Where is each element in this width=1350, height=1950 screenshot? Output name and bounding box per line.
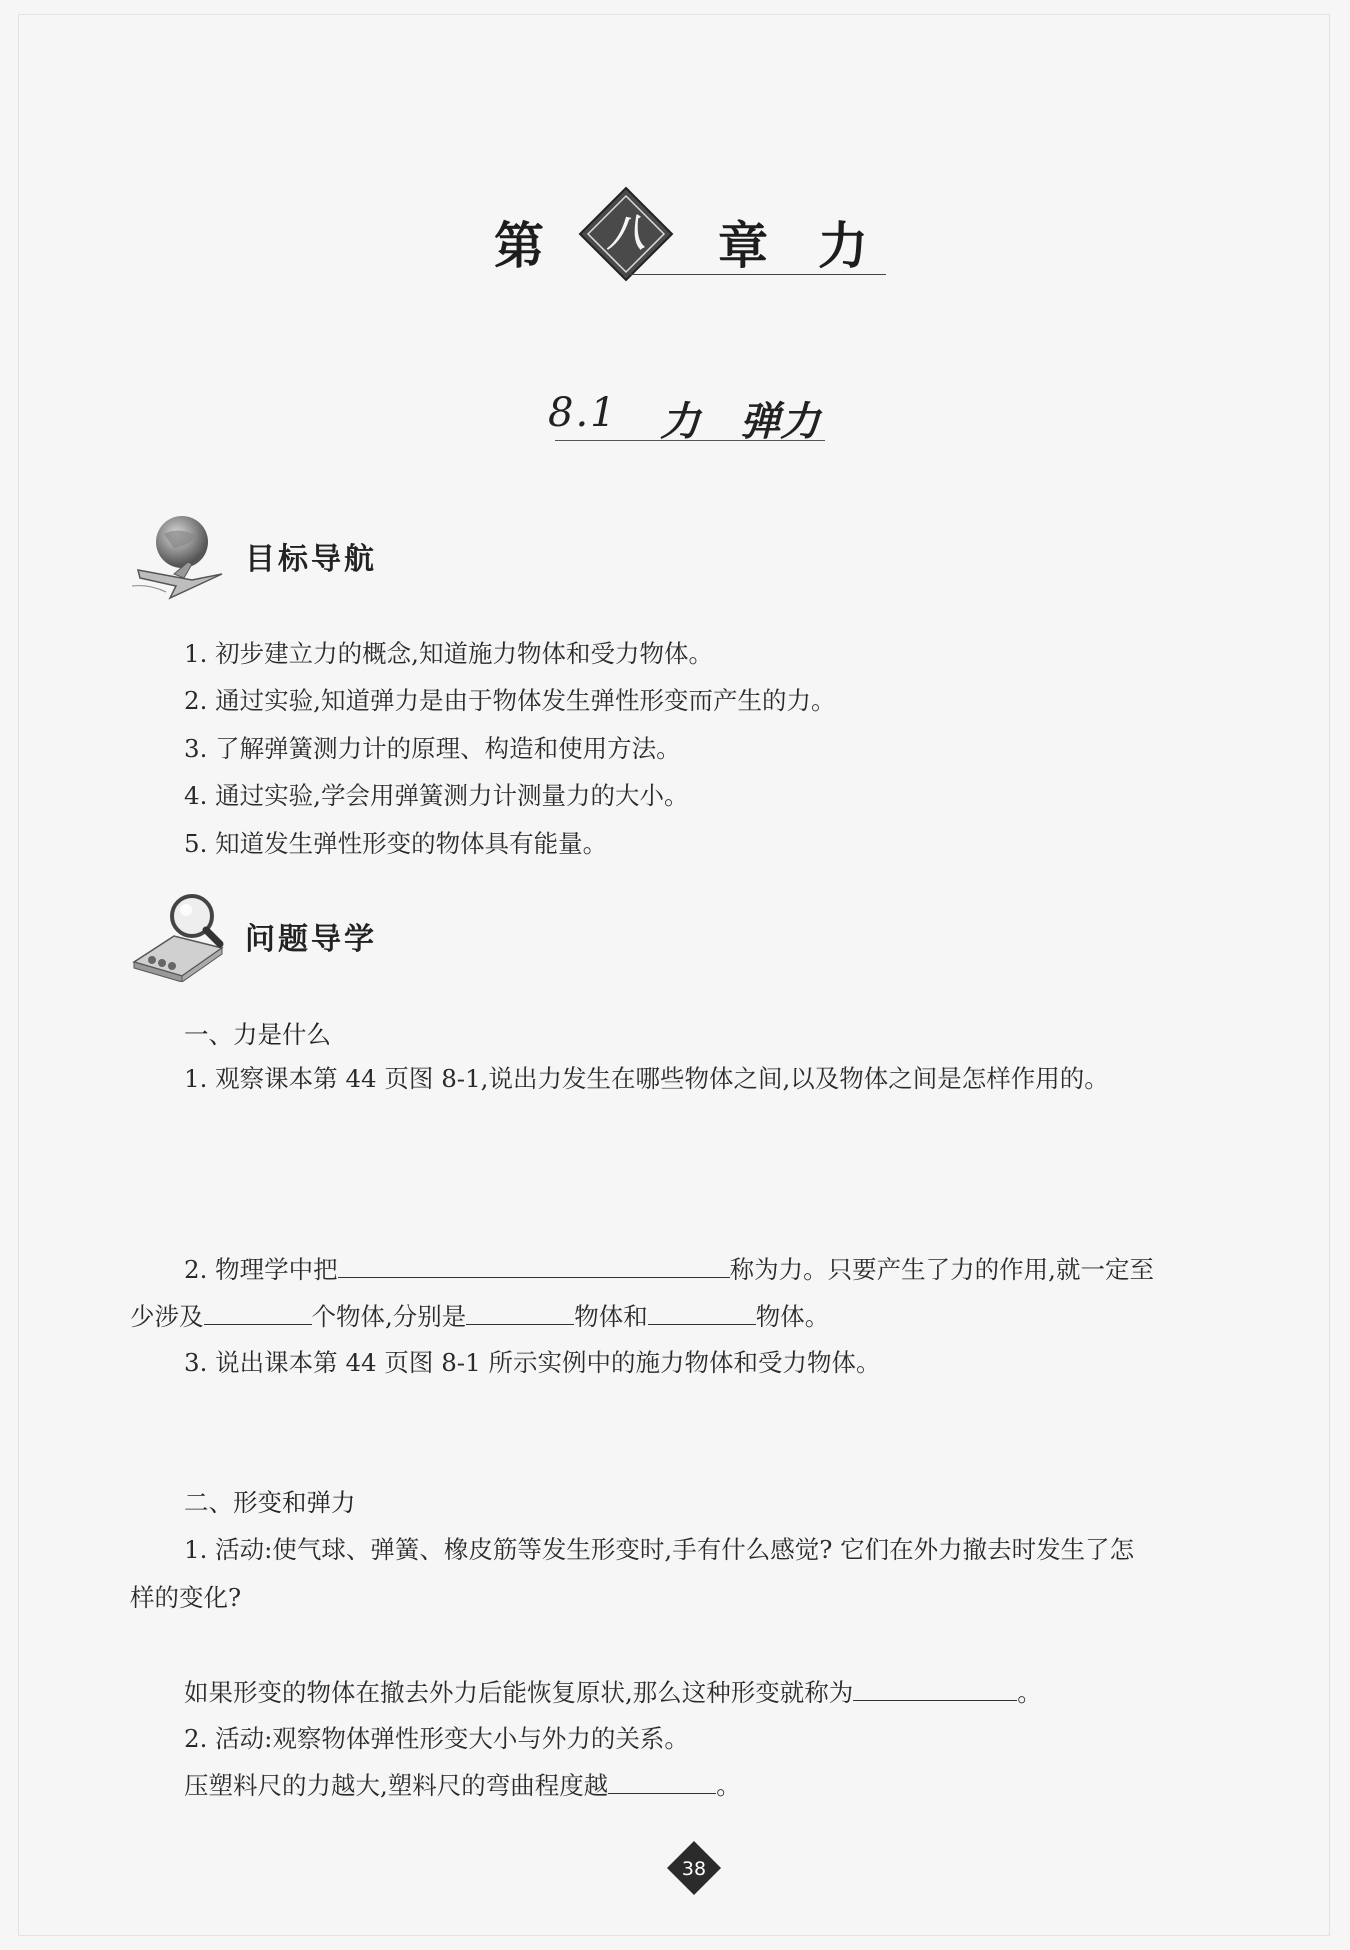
guide-heading: 问题导学 <box>245 922 377 957</box>
part1-q3: 3. 说出课本第 44 页图 8-1 所示实例中的施力物体和受力物体。 <box>184 1348 881 1377</box>
part2-q2-statement <box>184 1767 741 1804</box>
q2-statement-b: 。 <box>716 1771 741 1800</box>
page-number-badge <box>666 1840 722 1896</box>
q2-text-f: 物体。 <box>755 1302 830 1331</box>
part2-elastic-line <box>184 1674 1042 1711</box>
part1-q2-line2 <box>130 1298 829 1335</box>
chapter-header <box>0 178 1350 288</box>
goal-item-2: 2. 通过实验,知道弹力是由于物体发生弹性形变而产生的力。 <box>184 686 836 715</box>
blank-force-definition[interactable] <box>338 1251 730 1278</box>
magnifier-book-icon <box>130 892 230 982</box>
blank-object-count[interactable] <box>204 1298 312 1325</box>
goal-item-5: 5. 知道发生弹性形变的物体具有能量。 <box>184 829 608 858</box>
q2-text-d: 个物体,分别是 <box>311 1302 467 1331</box>
blank-applying-object[interactable] <box>466 1298 574 1325</box>
part1-q1: 1. 观察课本第 44 页图 8-1,说出力发生在哪些物体之间,以及物体之间是怎样作用的。 <box>184 1064 1109 1093</box>
guide-heading-block <box>130 892 530 982</box>
section-underline <box>555 440 825 441</box>
part2-q2: 2. 活动:观察物体弹性形变大小与外力的关系。 <box>184 1724 689 1753</box>
chapter-number-diamond <box>578 186 674 282</box>
blank-receiving-object[interactable] <box>648 1298 756 1325</box>
chapter-number: 八 <box>606 210 646 255</box>
goal-item-1: 1. 初步建立力的概念,知道施力物体和受力物体。 <box>184 639 713 668</box>
q2-text-e: 物体和 <box>574 1302 648 1331</box>
globe-airplane-icon <box>130 512 230 602</box>
blank-elastic-deformation[interactable] <box>853 1674 1017 1701</box>
part2-title: 二、形变和弹力 <box>184 1488 356 1517</box>
part1-title: 一、力是什么 <box>184 1020 331 1049</box>
page-number: 38 <box>681 1858 707 1880</box>
goals-heading-block <box>130 512 530 602</box>
section-number: 8.1 <box>548 390 618 436</box>
chapter-prefix: 第 <box>494 216 544 275</box>
q2-text-c: 少涉及 <box>130 1302 204 1331</box>
elastic-text-b: 。 <box>1017 1678 1042 1707</box>
chapter-title-char1: 章 <box>718 216 768 275</box>
goal-item-3: 3. 了解弹簧测力计的原理、构造和使用方法。 <box>184 734 681 763</box>
chapter-underline <box>622 274 886 275</box>
blank-bending-degree[interactable] <box>608 1767 716 1794</box>
goals-heading: 目标导航 <box>245 542 377 577</box>
section-word2: 弹力 <box>740 398 820 445</box>
part1-q2-line1 <box>184 1251 1154 1288</box>
q2-text-a: 2. 物理学中把 <box>184 1255 338 1284</box>
goal-item-4: 4. 通过实验,学会用弹簧测力计测量力的大小。 <box>184 781 689 810</box>
q2-text-b: 称为力。只要产生了力的作用,就一定至 <box>729 1255 1154 1284</box>
part2-q1-line1: 1. 活动:使气球、弹簧、橡皮筋等发生形变时,手有什么感觉? 它们在外力撤去时发生了怎 <box>184 1535 1135 1564</box>
part2-q1-line2: 样的变化? <box>130 1583 242 1612</box>
section-word1: 力 <box>660 398 700 445</box>
q2-statement-a: 压塑料尺的力越大,塑料尺的弯曲程度越 <box>184 1771 609 1800</box>
elastic-text-a: 如果形变的物体在撤去外力后能恢复原状,那么这种形变就称为 <box>184 1678 854 1707</box>
chapter-title-char2: 力 <box>818 216 868 275</box>
